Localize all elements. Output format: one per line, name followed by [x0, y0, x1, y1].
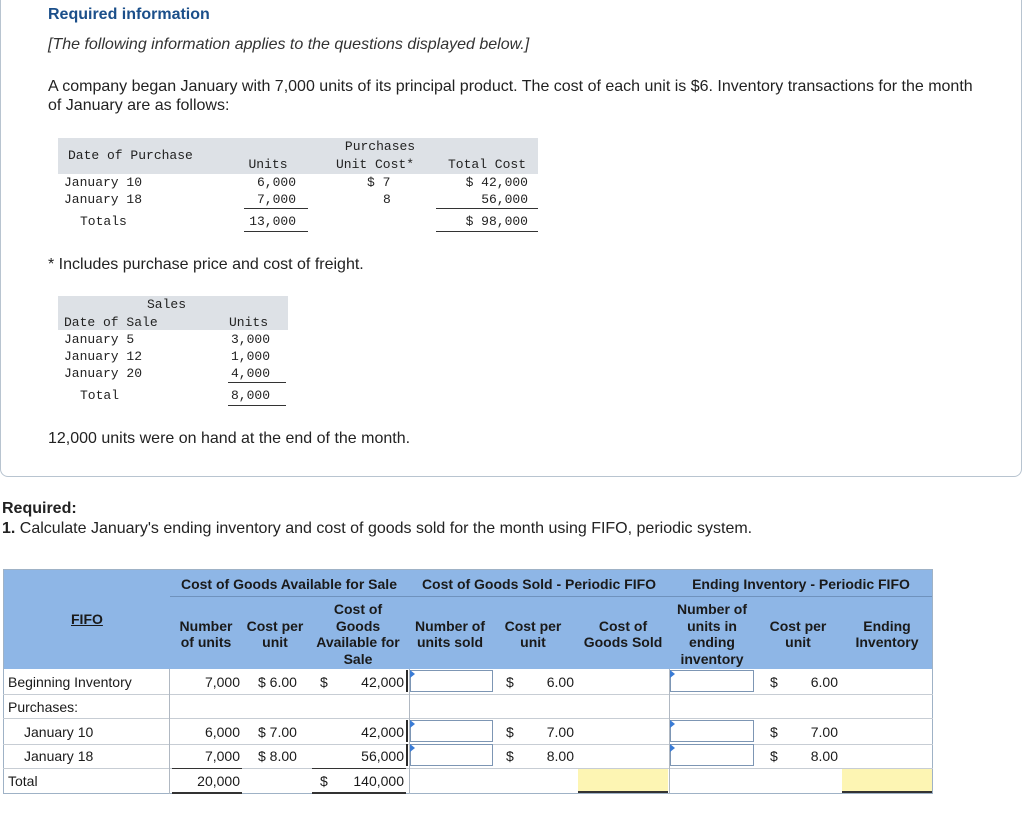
col-number-units-sold — [410, 618, 490, 650]
col-number-of-units-line: Number — [179, 618, 233, 634]
col-cost-per-unit-line: unit — [262, 634, 288, 650]
jan10-cogs-dollar: $ — [506, 724, 514, 740]
sale-date: January 12 — [64, 349, 143, 364]
purchase-total-cost: 56,000 — [481, 192, 528, 207]
group-cogas: Cost of Goods Available for Sale — [180, 576, 397, 592]
col-date-of-purchase: Date of Purchase — [68, 148, 193, 163]
col-date-of-sale: Date of Sale — [64, 315, 158, 330]
input-marker-icon — [410, 720, 415, 728]
row-divider — [3, 768, 933, 769]
purchase-unit-cost: $ 7 — [367, 175, 391, 190]
col-unit-cost: Unit Cost* — [335, 157, 414, 172]
question-1-number: 1. — [2, 520, 16, 537]
intro-paragraph: A company began January with 7,000 units of its principal product. The cost of each unit is $6. Inventory transactions for the month of January are as follows: — [48, 78, 973, 114]
jan10-ending-units-input[interactable] — [670, 720, 754, 742]
input-marker-icon — [670, 744, 675, 752]
jan10-cost-per-unit: $ 7.00 — [258, 724, 297, 740]
col-sale-units: Units — [228, 315, 268, 330]
total-rule — [406, 670, 408, 692]
col-cost-per-unit-line: Cost per — [246, 618, 304, 634]
input-marker-icon — [410, 670, 415, 678]
sale-date: January 20 — [64, 366, 143, 381]
jan18-ending-dollar: $ — [770, 748, 778, 764]
group-cogs: Cost of Goods Sold - Periodic FIFO — [421, 576, 657, 592]
beginning-units-sold-input[interactable] — [410, 670, 493, 692]
purchases-totals-units: 13,000 — [249, 214, 296, 229]
fifo-link[interactable]: FIFO — [71, 611, 103, 627]
information-note: [The following information applies to the questions displayed below.] — [48, 36, 530, 53]
sale-units: 4,000 — [230, 366, 270, 381]
sales-total-label: Total — [80, 388, 120, 403]
jan18-cost-per-unit: $ 8.00 — [258, 748, 297, 764]
col-ending-cost-per-unit — [758, 618, 838, 650]
purchases-totals-label: Totals — [80, 214, 127, 229]
beginning-ending-dollar: $ — [770, 674, 778, 690]
col-end-units-line: Number of — [677, 601, 747, 617]
col-cogas-line: Goods — [335, 617, 381, 634]
total-rule — [406, 744, 408, 766]
sales-subtotal-rule — [228, 382, 286, 383]
jan18-ending-units-input[interactable] — [670, 744, 754, 766]
total-cost-of-goods-sold-cell[interactable] — [578, 769, 668, 793]
col-cogs-cpu-line: unit — [520, 634, 546, 650]
col-number-of-units-line: of units — [180, 634, 232, 650]
beginning-cogas: 42,000 — [361, 674, 404, 690]
col-units-in-ending-inventory — [670, 601, 754, 667]
col-cogas-line: Cost of — [333, 601, 383, 617]
sale-date: January 5 — [64, 332, 135, 347]
total-rule — [406, 720, 408, 742]
col-end-cpu-line: unit — [785, 634, 811, 650]
col-cogs-cost-per-unit — [494, 618, 572, 650]
input-marker-icon — [670, 670, 675, 678]
purchase-total-cost: $ 42,000 — [465, 175, 528, 190]
units-total-rule — [244, 231, 308, 232]
row-label-total: Total — [8, 773, 38, 789]
jan18-units-sold-input[interactable] — [410, 744, 493, 766]
col-number-of-units — [170, 618, 242, 650]
col-cost-per-unit — [243, 618, 307, 650]
col-end-cpu-line: Cost per — [769, 618, 827, 634]
beginning-dollar-sign: $ — [320, 674, 328, 690]
row-label-purchases: Purchases: — [8, 699, 79, 715]
col-cogs-line: Goods Sold — [583, 634, 663, 650]
beginning-units: 7,000 — [204, 674, 240, 690]
col-end-inv-line: Ending — [863, 618, 911, 634]
row-label-january-10: January 10 — [24, 724, 94, 740]
sale-units: 3,000 — [230, 332, 270, 347]
total-units-bottom-rule — [172, 792, 242, 794]
col-units-sold-line: units sold — [416, 634, 484, 650]
row-divider — [3, 718, 933, 719]
col-cogs-cpu-line: Cost per — [504, 618, 562, 634]
col-ending-inventory — [842, 618, 932, 650]
total-units: 20,000 — [197, 773, 240, 789]
col-cogas-line: Sale — [343, 650, 373, 667]
purchase-date: January 10 — [64, 175, 143, 190]
jan10-units: 6,000 — [204, 724, 240, 740]
col-end-inv-line: Inventory — [855, 634, 919, 650]
jan10-ending-cost-per-unit: 7.00 — [810, 724, 838, 740]
col-cogas-line: Available for — [316, 634, 400, 650]
jan18-cogs-cost-per-unit: 8.00 — [546, 748, 574, 764]
jan10-cogs-cost-per-unit: 7.00 — [546, 724, 574, 740]
month-end-statement: 12,000 units were on hand at the end of the month. — [48, 430, 411, 447]
purchase-units: 6,000 — [256, 175, 296, 190]
group-divider — [170, 596, 932, 597]
total-dollar-sign: $ — [320, 773, 328, 789]
purchase-date: January 18 — [64, 192, 143, 207]
row-label-january-18: January 18 — [24, 748, 94, 764]
sales-group-header: Sales — [147, 297, 187, 312]
sale-units: 1,000 — [230, 349, 270, 364]
question-1-text: Calculate January's ending inventory and cost of goods sold for the month using FIFO, periodic system. — [15, 520, 753, 537]
col-cogs-line: Cost of — [598, 618, 648, 634]
jan18-cogas: 56,000 — [361, 748, 404, 764]
purchases-group-header: Purchases — [344, 139, 416, 154]
sales-total-rule — [228, 405, 286, 406]
jan18-ending-cost-per-unit: 8.00 — [810, 748, 838, 764]
cost-subtotal-rule — [436, 208, 538, 209]
total-ending-inventory-cell[interactable] — [842, 769, 932, 793]
jan10-ending-dollar: $ — [770, 724, 778, 740]
col-end-units-line: inventory — [680, 650, 744, 667]
question-1 — [2, 520, 752, 538]
sales-total-units: 8,000 — [230, 388, 270, 403]
total-cogas-top-rule — [312, 768, 406, 769]
col-end-units-line: ending — [689, 634, 735, 650]
col-units-sold-line: Number of — [415, 618, 485, 634]
total-cogas: 140,000 — [353, 773, 404, 789]
footnote: * Includes purchase price and cost of freight. — [48, 256, 364, 273]
total-units-top-rule — [172, 768, 242, 769]
beginning-cogs-cost-per-unit: 6.00 — [546, 674, 574, 690]
beginning-ending-units-input[interactable] — [670, 670, 754, 692]
units-subtotal-rule — [244, 208, 308, 209]
input-marker-icon — [410, 744, 415, 752]
row-label-beginning-inventory: Beginning Inventory — [8, 674, 132, 690]
col-end-units-line: units in — [687, 617, 737, 634]
cost-total-rule — [436, 231, 538, 232]
beginning-ending-cost-per-unit: 6.00 — [810, 674, 838, 690]
required-label: Required: — [2, 500, 77, 517]
col-units: Units — [248, 157, 288, 172]
purchases-totals-cost: $ 98,000 — [465, 214, 528, 229]
purchase-unit-cost: 8 — [383, 192, 391, 207]
jan18-units: 7,000 — [204, 748, 240, 764]
input-marker-icon — [670, 720, 675, 728]
purchase-units: 7,000 — [256, 192, 296, 207]
row-divider — [3, 694, 933, 695]
required-information-title: Required information — [48, 6, 210, 23]
col-total-cost: Total Cost — [447, 157, 526, 172]
group-ending: Ending Inventory - Periodic FIFO — [692, 576, 910, 592]
jan10-units-sold-input[interactable] — [410, 720, 493, 742]
col-cost-of-goods-available — [308, 601, 408, 667]
jan18-cogs-dollar: $ — [506, 748, 514, 764]
jan10-cogas: 42,000 — [361, 724, 404, 740]
col-cost-of-goods-sold — [578, 618, 668, 650]
beginning-cost-per-unit: $ 6.00 — [258, 674, 297, 690]
beginning-cogs-dollar: $ — [506, 674, 514, 690]
total-cogas-bottom-rule — [312, 792, 406, 794]
